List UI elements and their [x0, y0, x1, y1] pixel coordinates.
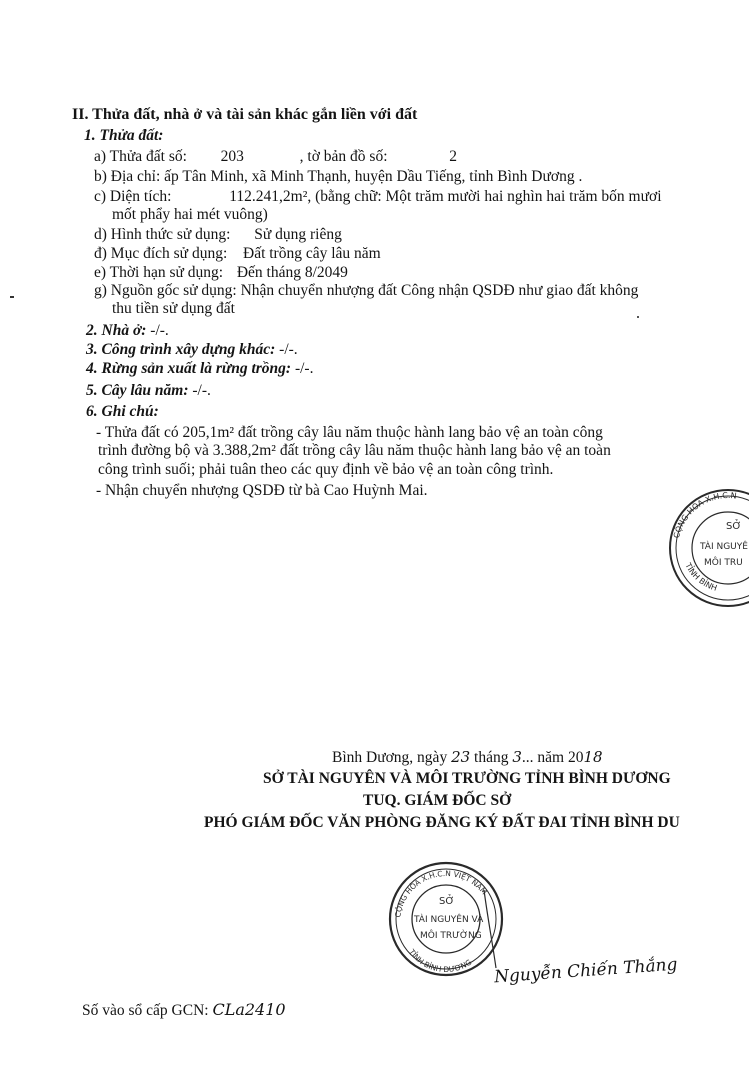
parcel-number: 203 — [220, 148, 244, 165]
term-row — [94, 264, 348, 282]
area-words: (bằng chữ: Một trăm mười hai nghìn hai trăm bốn mươi — [315, 188, 662, 205]
official-seal-partial — [660, 485, 749, 610]
tuq-line: TUQ. GIÁM ĐỐC SỞ — [363, 792, 512, 809]
corner-mark — [701, 14, 731, 20]
house-value: -/-. — [150, 322, 169, 339]
origin-continued: thu tiền sử dụng đất — [112, 300, 235, 317]
purpose-row — [94, 245, 381, 263]
svg-text:CỘNG HÒA X.H.C.N VIỆT NAM: CỘNG HÒA X.H.C.N VIỆT NAM — [393, 868, 489, 918]
forest-row — [86, 360, 313, 378]
note-line-4: - Nhận chuyển nhượng QSDĐ từ bà Cao Huỳnh Mai. — [96, 482, 428, 499]
use-form-row — [94, 226, 342, 244]
signer-signature: Nguyễn Chiến Thắng — [493, 954, 679, 988]
svg-text:TỈNH BÌNH: TỈNH BÌNH — [683, 561, 719, 593]
note-line-3: công trình suối; phải tuân theo các quy định về bảo vệ an toàn công trình. — [98, 461, 554, 478]
registry-label: Số vào sổ cấp GCN: — [82, 1002, 209, 1019]
speck — [637, 316, 639, 318]
parcel-row — [94, 148, 457, 166]
date-month: 3 — [512, 748, 522, 766]
construction-value: -/-. — [279, 341, 298, 358]
house-row — [86, 322, 169, 340]
area-row — [94, 188, 662, 206]
svg-text:SỞ: SỞ — [439, 896, 455, 907]
section-title: II. Thửa đất, nhà ở và tài sản khác gắn liền với đất — [72, 106, 418, 123]
purpose-value: Đất trồng cây lâu năm — [243, 245, 381, 262]
perennial-heading: 5. Cây lâu năm: — [86, 382, 189, 399]
house-heading: 2. Nhà ở: — [86, 322, 147, 339]
purpose-label: đ) Mục đích sử dụng: — [94, 245, 228, 262]
forest-heading: 4. Rừng sản xuất là rừng trồng: — [86, 360, 292, 377]
notes-heading: 6. Ghi chú: — [86, 403, 159, 420]
use-form-label: d) Hình thức sử dụng: — [94, 226, 231, 243]
origin-value: Nhận chuyển nhượng đất Công nhận QSDĐ như giao đất không — [240, 282, 639, 299]
parcel-label: a) Thửa đất số: — [94, 148, 187, 165]
map-label: , tờ bản đồ số: — [299, 148, 388, 165]
svg-text:TỈNH BÌNH DƯƠNG: TỈNH BÌNH DƯƠNG — [407, 947, 474, 975]
registry-number: CLa2410 — [212, 1000, 286, 1019]
place-date — [332, 748, 603, 767]
issuing-org: SỞ TÀI NGUYÊN VÀ MÔI TRƯỜNG TỈNH BÌNH DƯƠNG — [263, 770, 671, 787]
address-row — [94, 168, 582, 186]
perennial-value: -/-. — [192, 382, 211, 399]
origin-label: g) Nguồn gốc sử dụng: — [94, 282, 237, 299]
perennial-row — [86, 382, 211, 400]
registry-row — [82, 1001, 286, 1020]
date-day: 23 — [451, 748, 471, 766]
note-line-2: trình đường bộ và 3.388,2m² đất trồng cây lâu năm thuộc hành lang bảo vệ an toàn — [98, 442, 611, 459]
construction-row — [86, 341, 298, 359]
official-seal — [376, 860, 522, 978]
svg-text:CỘNG HÒA X.H.C.N: CỘNG HÒA X.H.C.N — [672, 490, 738, 540]
svg-text:MÔI TRƯỜNG: MÔI TRƯỜNG — [420, 931, 482, 941]
land-heading: 1. Thửa đất: — [84, 127, 164, 144]
use-form-value: Sử dụng riêng — [254, 226, 342, 243]
margin-tick — [10, 296, 14, 298]
signer-title: PHÓ GIÁM ĐỐC VĂN PHÒNG ĐĂNG KÝ ĐẤT ĐAI TỈNH BÌNH DU — [204, 814, 680, 831]
map-number: 2 — [449, 148, 458, 165]
svg-text:TÀI NGUYÊ: TÀI NGUYÊ — [700, 542, 748, 552]
area-value: 112.241,2m², — [229, 188, 312, 205]
svg-text:TÀI NGUYÊN VÀ: TÀI NGUYÊN VÀ — [414, 915, 484, 925]
date-year-suffix: 18 — [583, 748, 603, 766]
construction-heading: 3. Công trình xây dựng khác: — [86, 341, 276, 358]
forest-value: -/-. — [294, 360, 314, 377]
date-month-label: tháng — [474, 749, 509, 766]
note-line-1: - Thửa đất có 205,1m² đất trồng cây lâu năm thuộc hành lang bảo vệ an toàn công — [96, 424, 603, 441]
address-label: b) Địa chỉ: — [94, 168, 161, 185]
place-date-prefix: Bình Dương, ngày — [332, 749, 448, 766]
area-label: c) Diện tích: — [94, 188, 172, 205]
term-label: e) Thời hạn sử dụng: — [94, 264, 224, 281]
area-words-continued: mốt phẩy hai mét vuông) — [112, 206, 268, 223]
svg-text:SỞ: SỞ — [726, 521, 742, 532]
svg-text:MÔI TRU: MÔI TRU — [704, 558, 743, 568]
address-value: ấp Tân Minh, xã Minh Thạnh, huyện Dầu Tiếng, tỉnh Bình Dương . — [164, 168, 583, 185]
origin-row — [94, 282, 638, 300]
date-year-label: ... năm 20 — [521, 749, 584, 766]
term-value: Đến tháng 8/2049 — [236, 264, 348, 281]
